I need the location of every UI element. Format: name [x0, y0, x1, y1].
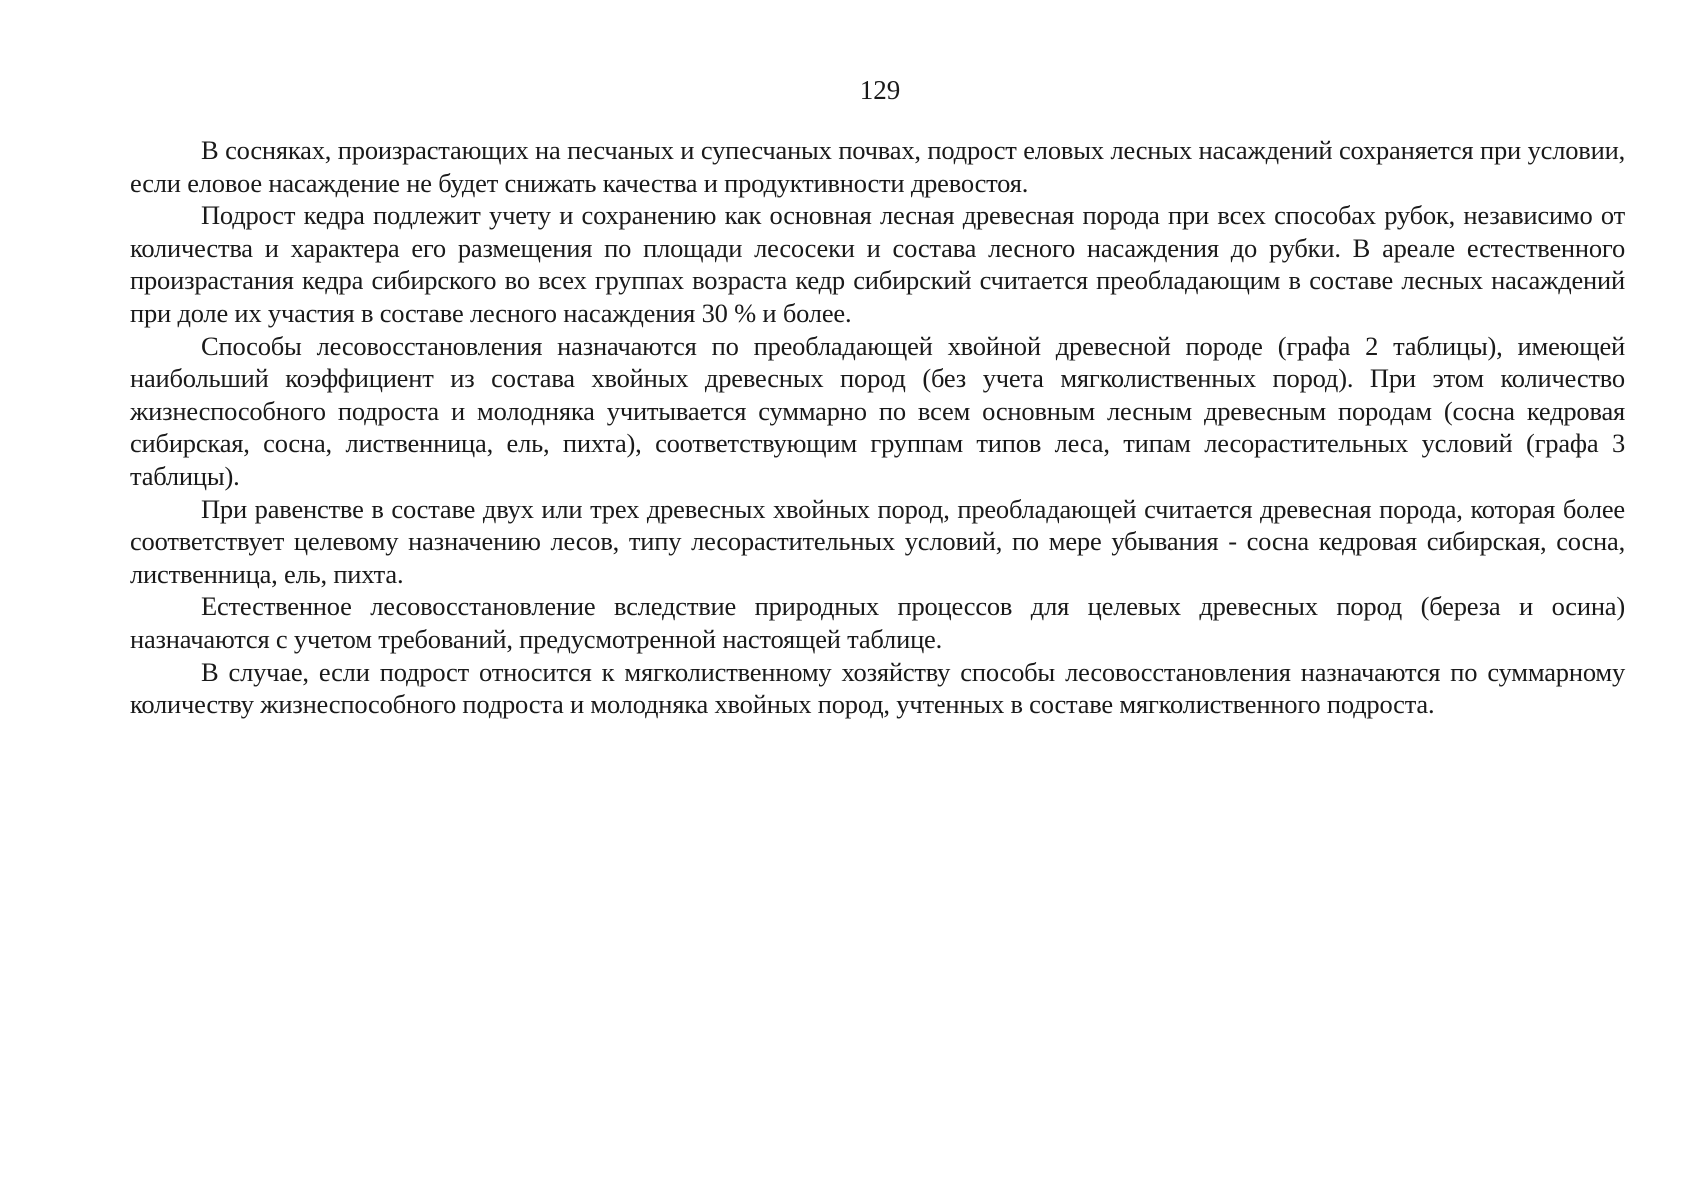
paragraph: В случае, если подрост относится к мягколиственному хозяйству способы лесовосстановления назначаются по суммарному количеству жизнеспособного подроста и молодняка хвойных пород, учтенных в составе мягколиственного подроста.: [130, 656, 1625, 720]
paragraph: В сосняках, произрастающих на песчаных и супесчаных почвах, подрост еловых лесных насаждений сохраняется при условии, если еловое насаждение не будет снижать качества и продуктивности древостоя.: [130, 135, 1625, 198]
paragraph: Подрост кедра подлежит учету и сохранению как основная лесная древесная порода при всех способах рубок, независимо от количества и характера его размещения по площади лесосеки и состава лесного насаждения до рубки. В ареале естественного произрастания кедра сибирского во всех группах возраста кедр сибирский считается преобладающим в составе лесных насаждений при доле их участия в составе лесного насаждения 30 % и более.: [130, 200, 1625, 328]
paragraph: При равенстве в составе двух или трех древесных хвойных пород, преобладающей считается древесная порода, которая более соответствует целевому назначению лесов, типу лесорастительных условий, по мере убывания - сосна кедровая сибирская, сосна, лиственница, ель, пихта.: [130, 493, 1625, 589]
page-number: 129: [859, 75, 901, 105]
paragraph: Естественное лесовосстановление вследствие природных процессов для целевых древесных пород (береза и осина) назначаются с учетом требований, предусмотренной настоящей таблице.: [130, 591, 1625, 654]
document-body: [130, 134, 1625, 721]
paragraph: Способы лесовосстановления назначаются по преобладающей хвойной древесной породе (графа 2 таблицы), имеющей наибольший коэффициент из состава хвойных древесных пород (без учета мягколиственных пород). При этом количество жизнеспособного подроста и молодняка учитывается суммарно по всем основным лесным древесным породам (сосна кедровая сибирская, сосна, лиственница, ель, пихта), соответствующим группам типов леса, типам лесорастительных условий (графа 3 таблицы).: [130, 330, 1625, 491]
